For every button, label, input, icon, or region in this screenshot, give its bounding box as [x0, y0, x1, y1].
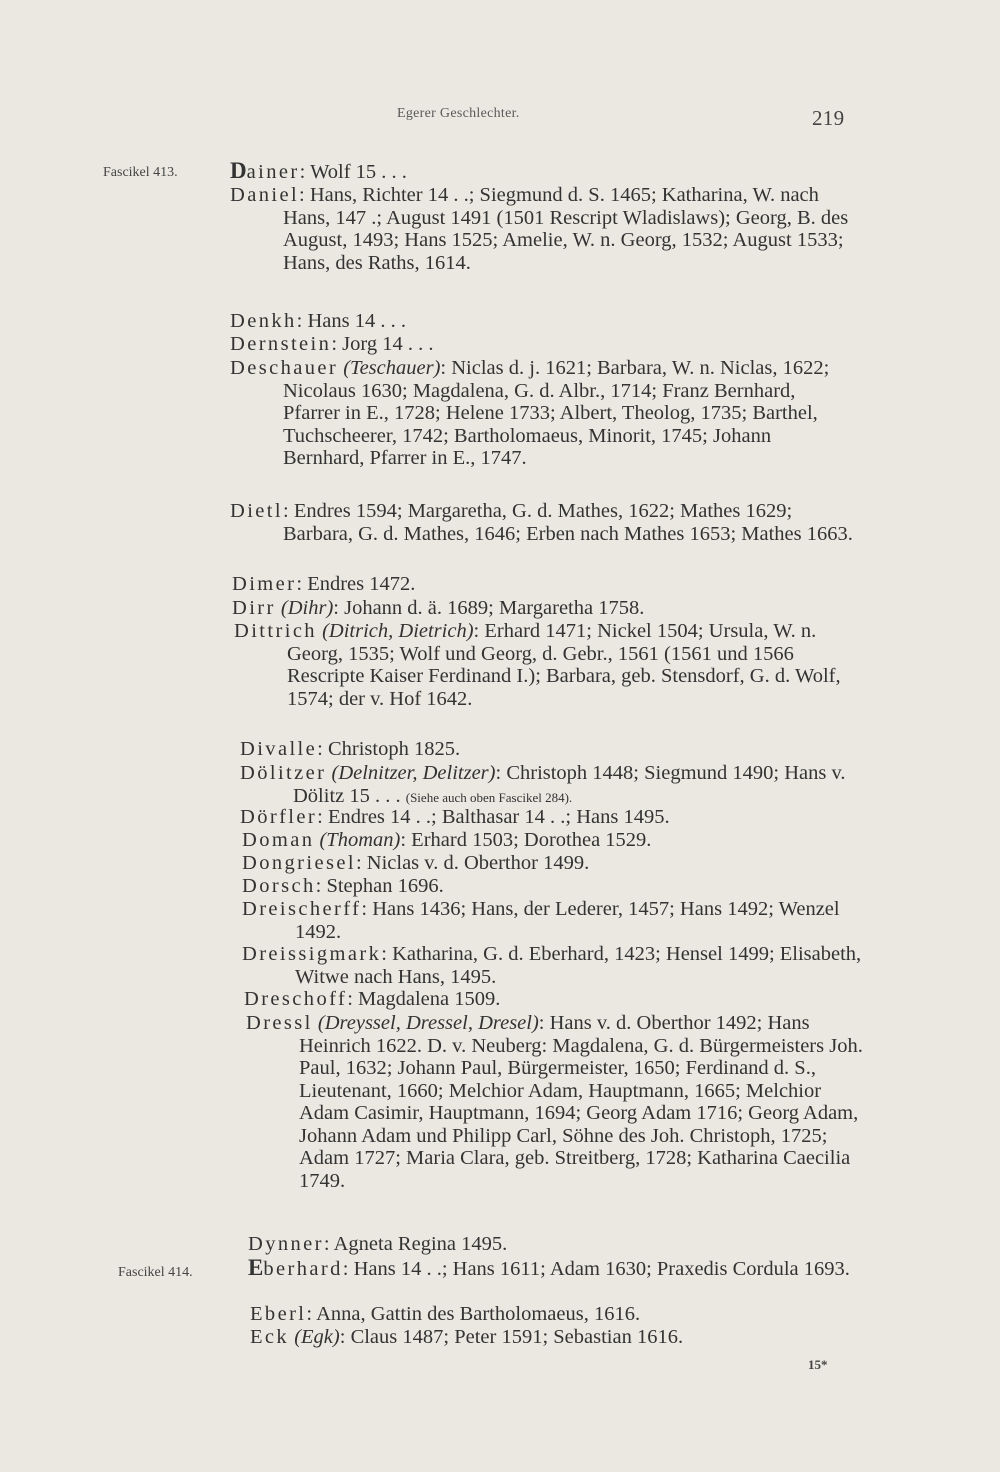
entry-dernstein: Dernstein: Jorg 14 . . . [230, 333, 434, 355]
entry-text: Wolf 15 . . . [310, 161, 407, 183]
entry-name: Divalle [240, 738, 318, 760]
entry-name: Dressl [246, 1012, 313, 1034]
entry-eck: Eck (Egk): Claus 1487; Peter 1591; Sebastian 1616. [250, 1326, 684, 1348]
entry-dongriesel: Dongriesel: Niclas v. d. Oberthor 1499. [242, 852, 590, 874]
entry-variant: (Dihr) [280, 597, 334, 619]
entry-variant: (Egk) [294, 1326, 340, 1348]
entry-name: ainer [246, 161, 300, 183]
entry-dorsch: Dorsch: Stephan 1696. [242, 875, 444, 897]
entry-name: Dernstein [230, 333, 332, 355]
entry-name: Dietl [230, 500, 283, 522]
entry-text: Niclas v. d. Oberthor 1499. [366, 852, 590, 874]
entry-dietl: Dietl: Endres 1594; Margaretha, G. d. Mathes, 1622; Mathes 1629; Barbara, G. d. Mathes, 1646; Erben nach Mathes 1653; Mathes 1663. [230, 500, 853, 545]
entry-name: Dongriesel [242, 852, 356, 874]
entry-name: Dreischerff [242, 898, 362, 920]
entry-variant: (Ditrich, Dietrich) [322, 620, 474, 642]
entry-name: Daniel [230, 184, 300, 206]
entry-name: Eberl [250, 1303, 307, 1325]
entry-text: Anna, Gattin des Bartholomaeus, 1616. [316, 1303, 641, 1325]
entry-text: Hans, Richter 14 . .; Siegmund d. S. 1465; Katharina, W. nach Hans, 147 .; August 1491 (1501 Rescript Wladislaws); Georg, B. des August, 1493; Hans 1525; Amelie, W. n. Georg, 1532; August 1533; Hans, des Raths, 1614. [283, 184, 849, 274]
entry-text: Claus 1487; Peter 1591; Sebastian 1616. [350, 1326, 684, 1348]
entry-name: Dölitzer [240, 762, 327, 784]
entry-name: Dreschoff [244, 988, 348, 1010]
entry-text: Hans 14 . .; Hans 1611; Adam 1630; Praxedis Cordula 1693. [353, 1258, 850, 1280]
entry-divalle: Divalle: Christoph 1825. [240, 738, 461, 760]
entry-name: berhard [263, 1258, 343, 1280]
page-number: 219 [812, 106, 845, 130]
entry-name: Denkh [230, 310, 297, 332]
entry-text: Niclas d. j. 1621; Barbara, W. n. Niclas, 1622; Nicolaus 1630; Magdalena, G. d. Albr., 1714; Franz Bernhard, Pfarrer in E., 1728; Helene 1733; Albert, Theolog, 1735; Barthel, Tuchscheerer, 1742; Bartholomaeus, Minorit, 1745; Johann Bernhard, Pfarrer in E., 1747. [283, 357, 830, 469]
entry-text: Erhard 1471; Nickel 1504; Ursula, W. n. Georg, 1535; Wolf und Georg, d. Gebr., 1561 (1561 und 1566 Rescripte Kaiser Ferdinand I.); Barbara, geb. Stensdorf, G. d. Wolf, 1574; der v. Hof 1642. [287, 620, 841, 710]
entry-denkh: Denkh: Hans 14 . . . [230, 310, 406, 332]
entry-daniel: Daniel: Hans, Richter 14 . .; Siegmund d. S. 1465; Katharina, W. nach Hans, 147 .; August 1491 (1501 Rescript Wladislaws); Georg, B. des August, 1493; Hans 1525; Amelie, W. n. Georg, 1532; August 1533; Hans, des Raths, 1614. [230, 184, 849, 274]
entry-dittrich: Dittrich (Ditrich, Dietrich): Erhard 1471; Nickel 1504; Ursula, W. n. Georg, 1535; Wolf und Georg, d. Gebr., 1561 (1561 und 1566 Rescripte Kaiser Ferdinand I.); Barbara, geb. Stensdorf, G. d. Wolf, 1574; der v. Hof 1642. [234, 620, 841, 710]
entry-deschauer: Deschauer (Teschauer): Niclas d. j. 1621; Barbara, W. n. Niclas, 1622; Nicolaus 1630; Magdalena, G. d. Albr., 1714; Franz Bernhard, Pfarrer in E., 1728; Helene 1733; Albert, Theolog, 1735; Barthel, Tuchscheerer, 1742; Bartholomaeus, Minorit, 1745; Johann Bernhard, Pfarrer in E., 1747. [230, 357, 830, 469]
entry-text: Stephan 1696. [326, 875, 444, 897]
entry-dirr: Dirr (Dihr): Johann d. ä. 1689; Margaretha 1758. [232, 597, 645, 619]
entry-text: Hans 14 . . . [307, 310, 406, 332]
fascicle-label-413: Fascikel 413. [103, 165, 178, 180]
entry-text: Endres 1594; Margaretha, G. d. Mathes, 1622; Mathes 1629; Barbara, G. d. Mathes, 1646; Erben nach Mathes 1653; Mathes 1663. [283, 500, 853, 545]
entry-dreissigmark: Dreissigmark: Katharina, G. d. Eberhard, 1423; Hensel 1499; Elisabeth, Witwe nach Hans, 1495. [242, 943, 862, 988]
entry-variant: (Delnitzer, Delitzer) [331, 762, 496, 784]
entry-text: Endres 14 . .; Balthasar 14 . .; Hans 1495. [327, 806, 670, 828]
entry-dainer: Dainer: Wolf 15 . . . [230, 158, 407, 183]
entry-name: Doman [242, 829, 315, 851]
entry-variant: (Dreyssel, Dressel, Dresel) [317, 1012, 539, 1034]
entry-text: Hans v. d. Oberthor 1492; Hans Heinrich 1622. D. v. Neuberg: Magdalena, G. d. Bürgermeisters Joh. Paul, 1632; Johann Paul, Bürgermeister, 1650; Ferdinand d. S., Lieutenant, 1660; Melchior Adam, Hauptmann, 1665; Melchior Adam Casimir, Hauptmann, 1694; Georg Adam 1716; Georg Adam, Johann Adam und Philipp Carl, Söhne des Joh. Christoph, 1725; Adam 1727; Maria Clara, geb. Streitberg, 1728; Katharina Caecilia 1749. [299, 1012, 863, 1192]
entry-text: Jorg 14 . . . [342, 333, 434, 355]
entry-dimer: Dimer: Endres 1472. [232, 573, 416, 595]
entry-dreschoff: Dreschoff: Magdalena 1509. [244, 988, 501, 1010]
entry-dynner: Dynner: Agneta Regina 1495. [248, 1233, 508, 1255]
entry-text: Christoph 1825. [327, 738, 461, 760]
entry-dreischerff: Dreischerff: Hans 1436; Hans, der Lederer, 1457; Hans 1492; Wenzel 1492. [242, 898, 840, 943]
running-head: Egerer Geschlechter. [397, 106, 520, 121]
entry-text: Erhard 1503; Dorothea 1529. [411, 829, 652, 851]
initial-letter: E [248, 1255, 264, 1280]
entry-variant: (Teschauer) [343, 357, 441, 379]
entry-eberl: Eberl: Anna, Gattin des Bartholomaeus, 1616. [250, 1303, 641, 1325]
entry-doman: Doman (Thoman): Erhard 1503; Dorothea 1529. [242, 829, 652, 851]
entry-text: Johann d. ä. 1689; Margaretha 1758. [344, 597, 645, 619]
entry-text: Agneta Regina 1495. [333, 1233, 508, 1255]
entry-doerfler: Dörfler: Endres 14 . .; Balthasar 14 . .; Hans 1495. [240, 806, 670, 828]
entry-doelitzer: Dölitzer (Delnitzer, Delitzer): Christoph 1448; Siegmund 1490; Hans v. Dölitz 15 . . . (Siehe auch oben Fascikel 284). [240, 762, 846, 807]
entry-eberhard: Eberhard: Hans 14 . .; Hans 1611; Adam 1630; Praxedis Cordula 1693. [248, 1255, 850, 1280]
cross-reference: (Siehe auch oben Fascikel 284). [405, 789, 573, 805]
entry-text: Christoph 1448; Siegmund 1490; Hans v. Dölitz 15 . . . [293, 762, 846, 807]
entry-text: Katharina, G. d. Eberhard, 1423; Hensel 1499; Elisabeth, Witwe nach Hans, 1495. [295, 943, 862, 988]
entry-name: Dörfler [240, 806, 318, 828]
fascicle-label-414: Fascikel 414. [118, 1265, 193, 1280]
entry-name: Dorsch [242, 875, 316, 897]
entry-text: Magdalena 1509. [358, 988, 501, 1010]
entry-text: Endres 1472. [307, 573, 416, 595]
entry-variant: (Thoman) [319, 829, 401, 851]
entry-name: Eck [250, 1326, 290, 1348]
entry-name: Dimer [232, 573, 297, 595]
entry-dressl: Dressl (Dreyssel, Dressel, Dresel): Hans v. d. Oberthor 1492; Hans Heinrich 1622. D. v. Neuberg: Magdalena, G. d. Bürgermeisters Joh. Paul, 1632; Johann Paul, Bürgermeister, 1650; Ferdinand d. S., Lieutenant, 1660; Melchior Adam, Hauptmann, 1665; Melchior Adam Casimir, Hauptmann, 1694; Georg Adam 1716; Georg Adam, Johann Adam und Philipp Carl, Söhne des Joh. Christoph, 1725; Adam 1727; Maria Clara, geb. Streitberg, 1728; Katharina Caecilia 1749. [246, 1012, 863, 1192]
entry-name: Dittrich [234, 620, 317, 642]
initial-letter: D [230, 158, 247, 183]
entry-name: Dynner [248, 1233, 324, 1255]
entry-text: Hans 1436; Hans, der Lederer, 1457; Hans 1492; Wenzel 1492. [295, 898, 840, 943]
signature-mark: 15* [808, 1357, 828, 1372]
entry-name: Deschauer [230, 357, 339, 379]
entry-name: Dirr [232, 597, 276, 619]
entry-name: Dreissigmark [242, 943, 382, 965]
